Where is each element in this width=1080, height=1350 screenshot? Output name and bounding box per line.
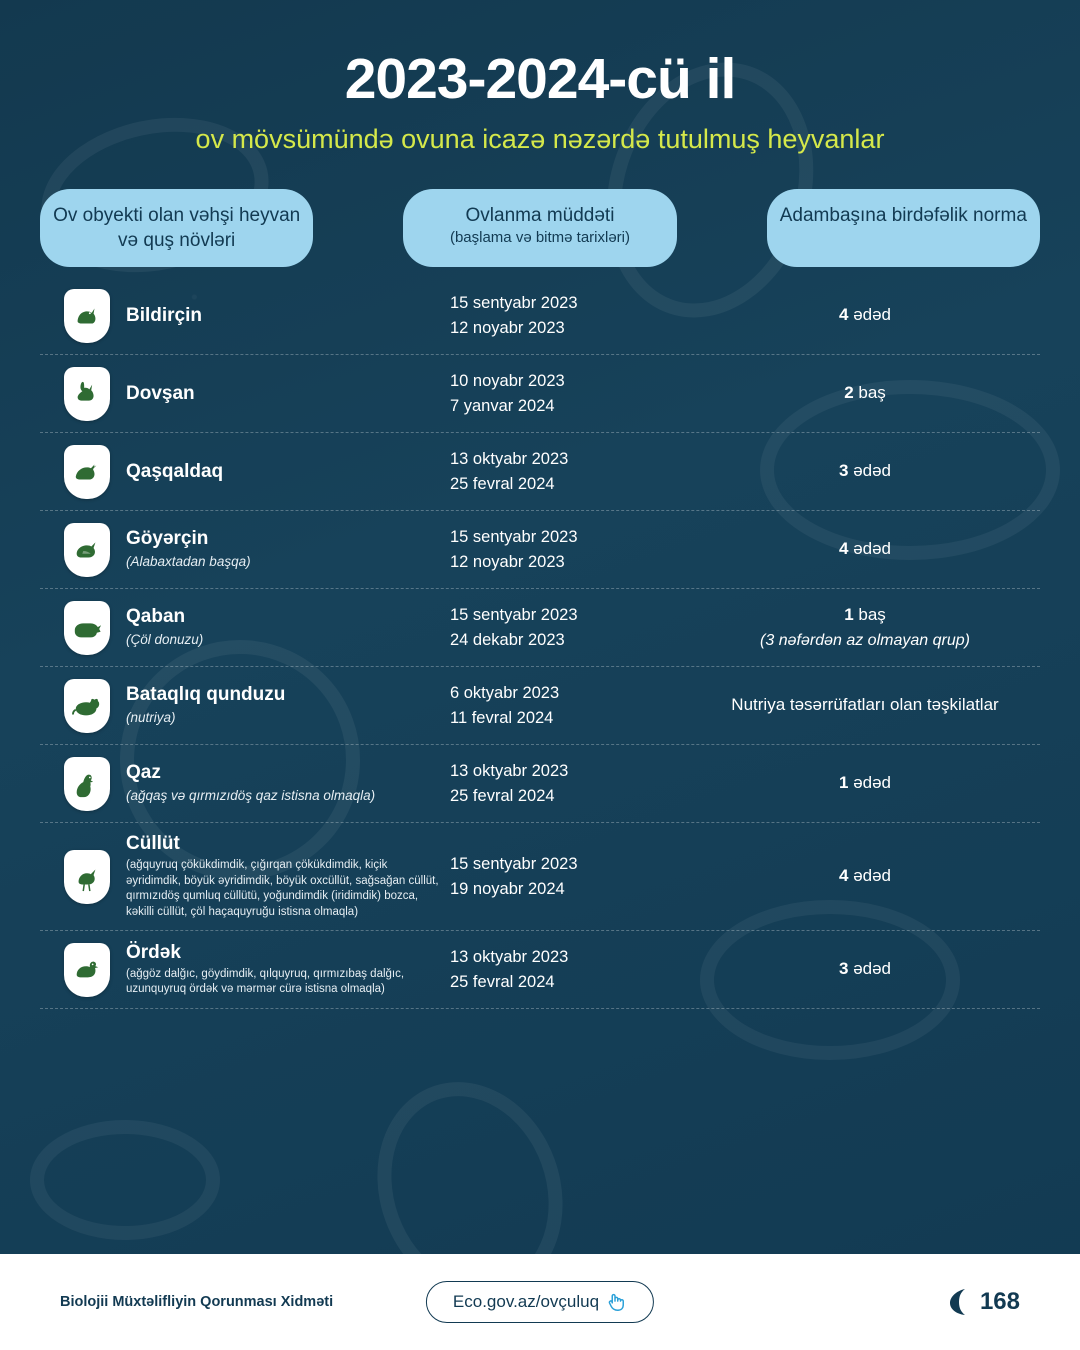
table-row bbox=[40, 277, 1040, 355]
period-start: 15 sentyabr 2023 bbox=[450, 293, 578, 312]
period-end: 7 yanvar 2024 bbox=[450, 396, 555, 415]
coypu-icon bbox=[64, 679, 110, 733]
cell-period bbox=[440, 681, 710, 731]
animal-name: Qaz bbox=[126, 762, 161, 784]
norm-unit: ədəd bbox=[853, 866, 892, 886]
table-row bbox=[40, 589, 1040, 667]
norm-value: 1 bbox=[838, 773, 849, 793]
cell-norm bbox=[710, 771, 1040, 796]
coot-icon bbox=[64, 445, 110, 499]
footer-link-text: Eco.gov.az/ovçuluq bbox=[452, 1292, 600, 1311]
animal-text bbox=[126, 833, 440, 920]
cell-animal bbox=[40, 523, 440, 577]
sandpiper-icon bbox=[64, 850, 110, 904]
cell-period bbox=[440, 369, 710, 419]
cell-animal bbox=[40, 833, 440, 920]
cell-animal bbox=[40, 757, 440, 811]
period-start: 10 noyabr 2023 bbox=[450, 371, 565, 390]
animal-note: (ağquyruq çökükdimdik, çığırqan çökükdimdik, kiçik əyridimdik, böyük əyridimdik, böyük oxcüllüt, sağsağan cüllüt, qırmızıdöş qumluq cüllütü, yoğundimdik (iridimdik) bozca, kəkilli cüllüt, çöl haçaquyruğu istisna olmaqla) bbox=[126, 859, 439, 918]
norm-value: 1 bbox=[844, 605, 854, 625]
cell-period bbox=[440, 447, 710, 497]
table-row bbox=[40, 667, 1040, 745]
table-row bbox=[40, 511, 1040, 589]
norm-value: 3 bbox=[838, 461, 849, 481]
cell-period bbox=[440, 525, 710, 575]
hare-icon bbox=[64, 367, 110, 421]
animal-text bbox=[126, 383, 195, 405]
norm-unit: ədəd bbox=[853, 461, 892, 481]
period-start: 13 oktyabr 2023 bbox=[450, 947, 569, 966]
table-column-headers bbox=[40, 189, 1040, 267]
period-end: 25 fevral 2024 bbox=[450, 972, 555, 991]
page-subtitle: ov mövsümündə ovuna icazə nəzərdə tutulmuş heyvanlar bbox=[195, 124, 885, 154]
norm-unit: ədəd bbox=[853, 773, 892, 793]
norm-value: 4 bbox=[838, 866, 849, 886]
norm-value: 4 bbox=[838, 305, 849, 325]
period-start: 15 sentyabr 2023 bbox=[450, 605, 578, 624]
cell-animal bbox=[40, 679, 440, 733]
animal-note: (Alabaxtadan başqa) bbox=[126, 554, 251, 570]
period-end: 25 fevral 2024 bbox=[450, 474, 555, 493]
cell-period bbox=[440, 603, 710, 653]
period-start: 13 oktyabr 2023 bbox=[450, 761, 569, 780]
period-end: 12 noyabr 2023 bbox=[450, 552, 565, 571]
column-header-norm: Adambaşına birdəfəlik norma bbox=[767, 189, 1040, 267]
quail-icon bbox=[64, 289, 110, 343]
boar-icon bbox=[64, 601, 110, 655]
norm-value: 2 bbox=[844, 383, 854, 403]
animal-text bbox=[126, 942, 440, 998]
table-row bbox=[40, 433, 1040, 511]
animal-text bbox=[126, 762, 375, 805]
pigeon-icon bbox=[64, 523, 110, 577]
animal-text bbox=[126, 528, 251, 571]
footer-organization: Biolojii Müxtəlifliyin Qorunması Xidməti bbox=[60, 1294, 334, 1310]
animal-text bbox=[126, 461, 223, 483]
table-row bbox=[40, 931, 1040, 1009]
animal-name: Qaban bbox=[126, 606, 186, 628]
cell-norm bbox=[710, 603, 1040, 652]
column-header-period-sub: (başlama və bitmə tarixləri) bbox=[449, 229, 631, 247]
cell-period bbox=[440, 291, 710, 341]
period-end: 24 dekabr 2023 bbox=[450, 630, 565, 649]
animal-text bbox=[126, 305, 202, 327]
animal-name: Göyərçin bbox=[126, 528, 209, 550]
cell-animal bbox=[40, 942, 440, 998]
species-table bbox=[40, 277, 1040, 1009]
norm-value: 3 bbox=[838, 959, 849, 979]
table-row bbox=[40, 355, 1040, 433]
animal-note: (nutriya) bbox=[126, 710, 176, 726]
period-start: 6 oktyabr 2023 bbox=[450, 683, 560, 702]
period-start: 15 sentyabr 2023 bbox=[450, 854, 578, 873]
cell-animal bbox=[40, 367, 440, 421]
cell-animal bbox=[40, 445, 440, 499]
norm-unit: baş bbox=[858, 383, 886, 403]
column-header-period bbox=[403, 189, 676, 267]
period-start: 13 oktyabr 2023 bbox=[450, 449, 569, 468]
column-header-animals: Ov obyekti olan vəhşi heyvan və quş növləri bbox=[40, 189, 313, 267]
cell-norm bbox=[710, 381, 1040, 406]
footer-phone bbox=[946, 1287, 1020, 1317]
animal-name: Dovşan bbox=[126, 382, 195, 404]
period-end: 11 fevral 2024 bbox=[450, 708, 554, 727]
cell-norm bbox=[710, 459, 1040, 484]
animal-name: Bataqlıq qunduzu bbox=[126, 684, 286, 706]
norm-unit: ədəd bbox=[853, 539, 892, 559]
cell-period bbox=[440, 945, 710, 995]
cell-norm bbox=[710, 303, 1040, 328]
norm-extra: Nutriya təsərrüfatları olan təşkilatlar bbox=[731, 695, 999, 715]
norm-extra: (3 nəfərdən az olmayan qrup) bbox=[760, 631, 970, 649]
goose-icon bbox=[64, 757, 110, 811]
norm-value: 4 bbox=[838, 539, 849, 559]
animal-note: (ağgöz dalğıc, göydimdik, qılquyruq, qırmızıbaş dalğıc, uzunquyruq ördək və mərmər cürə istisna olmaqla) bbox=[126, 967, 405, 996]
norm-unit: baş bbox=[858, 605, 886, 625]
animal-name: Cüllüt bbox=[126, 833, 180, 855]
cell-animal bbox=[40, 601, 440, 655]
footer-phone-number: 168 bbox=[979, 1288, 1020, 1315]
norm-unit: ədəd bbox=[853, 305, 892, 325]
page-header bbox=[0, 0, 1080, 155]
animal-text bbox=[126, 684, 285, 727]
cell-norm bbox=[710, 864, 1040, 889]
period-end: 12 noyabr 2023 bbox=[450, 318, 565, 337]
footer-link-pill[interactable] bbox=[426, 1281, 654, 1323]
cell-norm bbox=[710, 957, 1040, 982]
cell-animal bbox=[40, 289, 440, 343]
cell-norm bbox=[710, 537, 1040, 562]
cell-period bbox=[440, 759, 710, 809]
cell-norm bbox=[710, 693, 1040, 718]
page-title: 2023-2024-cü il bbox=[344, 47, 736, 111]
table-row bbox=[40, 823, 1040, 931]
animal-name: Ördək bbox=[126, 941, 181, 963]
column-header-period-main: Ovlanma müddəti bbox=[465, 205, 615, 226]
animal-name: Qaşqaldaq bbox=[126, 460, 224, 482]
period-end: 25 fevral 2024 bbox=[450, 786, 555, 805]
norm-unit: ədəd bbox=[853, 959, 892, 979]
page-footer bbox=[0, 1254, 1080, 1350]
animal-note: (Çöl donuzu) bbox=[126, 632, 204, 648]
animal-name: Bildirçin bbox=[126, 304, 203, 326]
period-end: 19 noyabr 2024 bbox=[450, 879, 565, 898]
duck-icon bbox=[64, 943, 110, 997]
period-start: 15 sentyabr 2023 bbox=[450, 527, 578, 546]
cursor-hand-icon bbox=[605, 1291, 627, 1313]
animal-note: (ağqaş və qırmızıdöş qaz istisna olmaqla) bbox=[126, 788, 376, 804]
animal-text bbox=[126, 606, 203, 649]
table-row bbox=[40, 745, 1040, 823]
cell-period bbox=[440, 852, 710, 902]
phone-icon bbox=[946, 1287, 972, 1317]
